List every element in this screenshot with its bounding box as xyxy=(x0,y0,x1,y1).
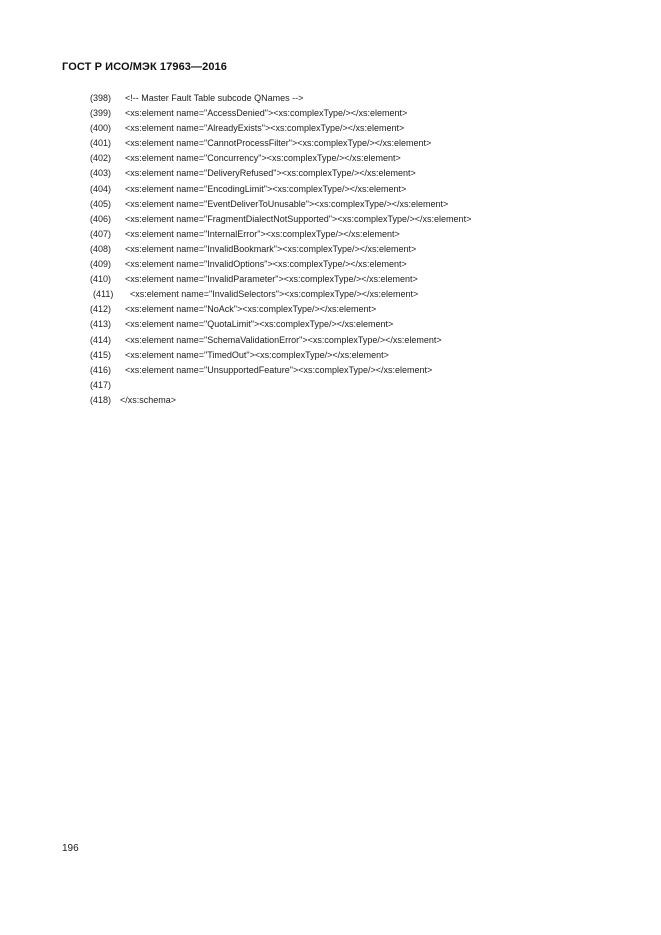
line-code: <xs:element name="InternalError"><xs:complexType/></xs:element> xyxy=(125,228,400,239)
code-line xyxy=(90,272,471,287)
line-number: (414) xyxy=(90,334,112,345)
line-number: (418) xyxy=(90,394,112,405)
code-line xyxy=(90,348,471,363)
line-code: <xs:element name="DeliveryRefused"><xs:complexType/></xs:element> xyxy=(125,168,416,179)
line-number: (402) xyxy=(90,153,112,164)
line-code: <!-- Master Fault Table subcode QNames --> xyxy=(125,93,304,103)
page-number: 196 xyxy=(62,843,79,854)
code-line xyxy=(90,106,471,121)
code-line xyxy=(90,378,471,393)
line-number: (406) xyxy=(90,213,112,224)
code-listing xyxy=(90,91,471,408)
line-number: (398) xyxy=(90,93,112,103)
line-code: </xs:schema> xyxy=(120,394,177,405)
line-number: (403) xyxy=(90,168,112,179)
line-code: <xs:element name="EventDeliverToUnusable"><xs:complexType/></xs:element> xyxy=(125,198,449,209)
line-number: (404) xyxy=(90,183,112,194)
code-line xyxy=(90,317,471,332)
code-line xyxy=(90,333,471,348)
line-number: (410) xyxy=(90,274,112,285)
line-number: (401) xyxy=(90,138,112,149)
line-number: (407) xyxy=(90,228,112,239)
standard-header: ГОСТ Р ИСО/МЭК 17963—2016 xyxy=(62,61,227,73)
line-code: <xs:element name="InvalidParameter"><xs:complexType/></xs:element> xyxy=(125,274,418,285)
line-code: <xs:element name="CannotProcessFilter"><xs:complexType/></xs:element> xyxy=(125,138,432,149)
line-code: <xs:element name="InvalidBookmark"><xs:complexType/></xs:element> xyxy=(125,243,417,254)
code-line xyxy=(90,151,471,166)
line-number: (399) xyxy=(90,108,112,119)
code-line xyxy=(90,182,471,197)
line-code: <xs:element name="EncodingLimit"><xs:complexType/></xs:element> xyxy=(125,183,407,194)
line-code: <xs:element name="InvalidOptions"><xs:complexType/></xs:element> xyxy=(125,259,407,270)
line-number: (416) xyxy=(90,364,112,375)
line-code: <xs:element name="SchemaValidationError"><xs:complexType/></xs:element> xyxy=(125,334,442,345)
code-line xyxy=(90,257,471,272)
line-code: <xs:element name="TimedOut"><xs:complexType/></xs:element> xyxy=(125,349,389,360)
code-line xyxy=(90,302,471,317)
code-line xyxy=(90,121,471,136)
line-code: <xs:element name="UnsupportedFeature"><xs:complexType/></xs:element> xyxy=(125,364,433,375)
line-code: <xs:element name="Concurrency"><xs:complexType/></xs:element> xyxy=(125,153,401,164)
line-number: (417) xyxy=(90,379,112,390)
code-line xyxy=(90,91,471,106)
line-code: <xs:element name="InvalidSelectors"><xs:complexType/></xs:element> xyxy=(130,289,419,300)
line-code: <xs:element name="AccessDenied"><xs:complexType/></xs:element> xyxy=(125,108,408,119)
line-code: <xs:element name="FragmentDialectNotSupported"><xs:complexType/></xs:element> xyxy=(125,213,472,224)
code-line xyxy=(90,227,471,242)
line-number: (413) xyxy=(90,319,112,330)
line-number: (405) xyxy=(90,198,112,209)
code-line xyxy=(90,166,471,181)
line-number: (411) xyxy=(93,289,114,300)
line-number: (400) xyxy=(90,123,112,134)
code-line xyxy=(90,212,471,227)
line-number: (412) xyxy=(90,304,112,315)
line-number: (415) xyxy=(90,349,112,360)
code-line xyxy=(90,136,471,151)
line-code: <xs:element name="QuotaLimit"><xs:complexType/></xs:element> xyxy=(125,319,394,330)
code-line xyxy=(90,363,471,378)
line-code: <xs:element name="NoAck"><xs:complexType/></xs:element> xyxy=(125,304,377,315)
line-code: <xs:element name="AlreadyExists"><xs:complexType/></xs:element> xyxy=(125,123,405,134)
line-number: (408) xyxy=(90,243,112,254)
code-line xyxy=(90,242,471,257)
line-number: (409) xyxy=(90,259,112,270)
code-line xyxy=(90,287,471,302)
code-line xyxy=(90,197,471,212)
code-line xyxy=(90,393,471,408)
